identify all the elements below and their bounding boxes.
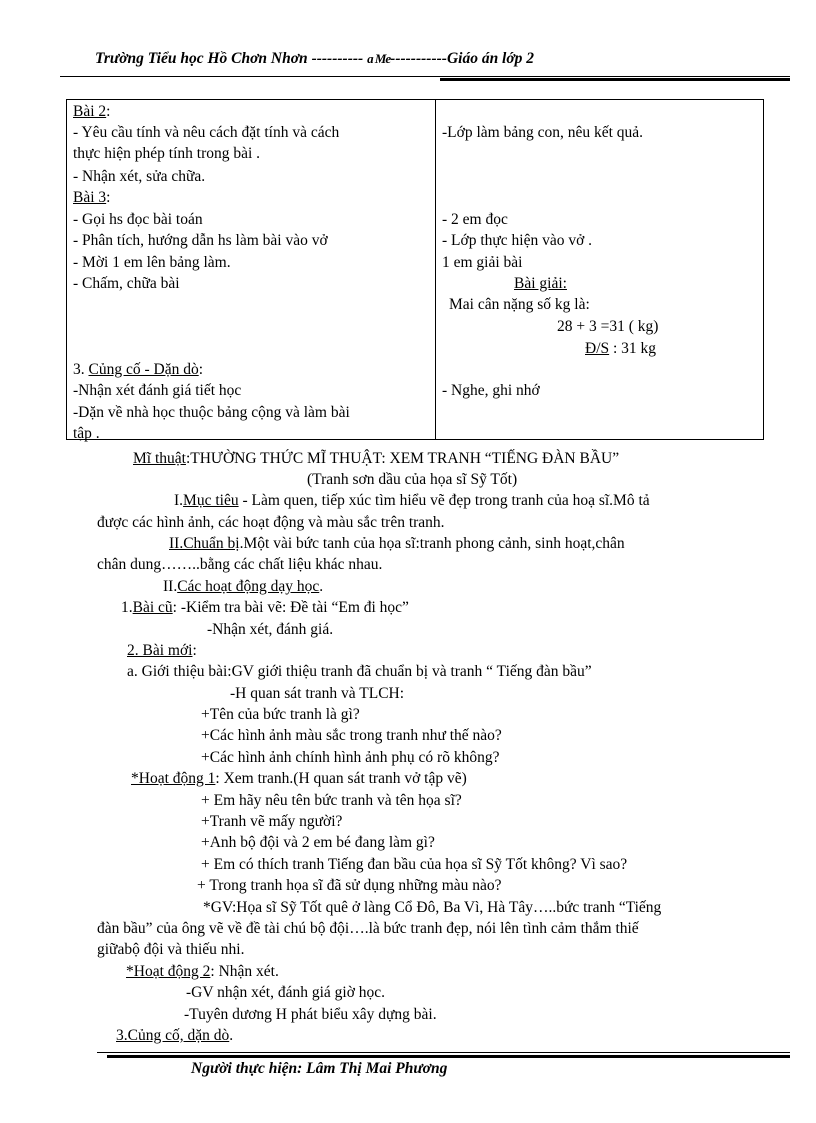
bai2-heading: Bài 2: [73,103,111,120]
quan-sat-line: -H quan sát tranh và TLCH: [230,685,405,702]
teacher-name: Người thực hiện: Lâm Thị Mai Phương [191,1060,448,1077]
muc-tieu-line1: I.Mục tiêu - Làm quen, tiếp xúc tìm hiểu vẽ đẹp trong tranh của hoạ sĩ.Mô tả [174,492,650,509]
right-line3: - Lớp thực hiện vào vở . [442,232,593,249]
hoat-dong-2-heading: *Hoạt động 2: Nhận xét. [126,963,279,980]
hd1-question-1: + Em hãy nêu tên bức tranh và tên họa sĩ? [201,792,462,809]
question-1: +Tên của bức tranh là gì? [201,706,360,723]
bai-giai-line1: Mai cân nặng số kg là: [449,296,590,313]
bai3-line2: - Phân tích, hướng dẫn hs làm bài vào vở [73,232,328,249]
cung-co-line2: -Dặn về nhà học thuộc bảng cộng và làm bài [73,404,350,421]
hd1-question-3: +Anh bộ đội và 2 em bé đang làm gì? [201,834,435,851]
question-2: +Các hình ảnh màu sắc trong tranh như thế nào? [201,727,502,744]
bai2-line3: - Nhận xét, sửa chữa. [73,168,206,185]
gioi-thieu-line: a. Giới thiệu bài:GV giới thiệu tranh đã chuẩn bị và tranh “ Tiếng đàn bầu” [127,663,592,680]
question-3: +Các hình ảnh chính hình ảnh phụ có rõ không? [201,749,500,766]
footer-rule-thin [97,1052,790,1053]
bai-cu-line2: -Nhận xét, đánh giá. [207,621,334,638]
right-line4: 1 em giải bài [442,254,523,271]
chuan-bi-line1: II.Chuẩn bị.Một vài bức tanh của họa sĩ:tranh phong cảnh, sinh hoạt,chân [169,535,625,552]
right-line5: - Nghe, ghi nhớ [442,382,540,399]
footer-rule-thick [107,1055,790,1058]
bai-giai-calc: 28 + 3 =31 ( kg) [557,318,659,335]
bai-moi-heading: 2. Bài mới: [127,642,197,659]
bai-giai-answer: Đ/S : 31 kg [585,340,657,357]
cung-co-heading: 3. Củng cố - Dặn dò: [73,361,204,378]
bai-cu-line1: 1.Bài cũ: -Kiểm tra bài vẽ: Đề tài “Em đi học” [121,599,409,616]
bai2-line2: thực hiện phép tính trong bài . [73,145,261,162]
gv-note-line1: *GV:Họa sĩ Sỹ Tốt quê ở làng Cổ Đô, Ba Vì, Hà Tây…..bức tranh “Tiếng [203,899,662,916]
right-line2: - 2 em đọc [442,211,508,228]
hd1-question-4: + Em có thích tranh Tiếng đan bầu của họa sĩ Sỹ Tốt không? Vì sao? [201,856,628,873]
cung-co-heading-2: 3.Củng cố, dặn dò. [116,1027,234,1044]
lesson-table [66,99,764,440]
bai3-line1: - Gọi hs đọc bài toán [73,211,203,228]
cung-co-line3: tập . [73,425,100,442]
subject-subtitle: (Tranh sơn dầu của họa sĩ Sỹ Tốt) [307,471,518,488]
bai3-line4: - Chấm, chữa bài [73,275,180,292]
nhan-xet-line1: -GV nhận xét, đánh giá giờ học. [186,984,386,1001]
hoat-dong-heading: II.Các hoạt động dạy học. [163,578,324,595]
subject-title: Mĩ thuật:THƯỜNG THỨC MĨ THUẬT: XEM TRANH “TIẾNG ĐÀN BẦU” [133,450,620,467]
school-name: Trường Tiểu học Hồ Chơn Nhơn [95,50,308,67]
table-divider [435,100,436,439]
header-rule-thin [60,76,790,77]
nhan-xet-line2: -Tuyên dương H phát biểu xây dựng bài. [184,1006,437,1023]
bai2-line1: - Yêu cầu tính và nêu cách đặt tính và cách [73,124,340,141]
bai3-line3: - Mời 1 em lên bảng làm. [73,254,231,271]
header-dashes-right: ----------- [390,50,447,67]
bai3-heading: Bài 3: [73,189,111,206]
hd1-question-5: + Trong tranh họa sĩ đã sử dụng những màu nào? [197,877,502,894]
gv-note-line3: giữabộ đội và thiếu nhi. [97,941,245,958]
header-rule-thick [440,78,790,81]
right-line1: -Lớp làm bảng con, nêu kết quả. [442,124,644,141]
plan-title: Giáo án lớp 2 [446,50,535,67]
header-dashes-left: ---------- [311,50,364,67]
bai-giai-heading: Bài giải: [514,275,567,292]
page-header [95,50,534,68]
chuan-bi-line2: chân dung……..bằng các chất liệu khác nhau. [97,556,383,573]
hd1-question-2: +Tranh vẽ mấy người? [201,813,343,830]
gv-note-line2: đàn bầu” của ông vẽ về đề tài chú bộ đội….là bức tranh đẹp, nói lên tình cảm thắm thiế [97,920,639,937]
muc-tieu-line2: được các hình ảnh, các hoạt động và màu sắc trên tranh. [97,514,445,531]
cung-co-line1: -Nhận xét đánh giá tiết học [73,382,242,399]
logo-mark: a Me [367,51,391,66]
hoat-dong-1-heading: *Hoạt động 1: Xem tranh.(H quan sát tranh vở tập vẽ) [131,770,467,787]
